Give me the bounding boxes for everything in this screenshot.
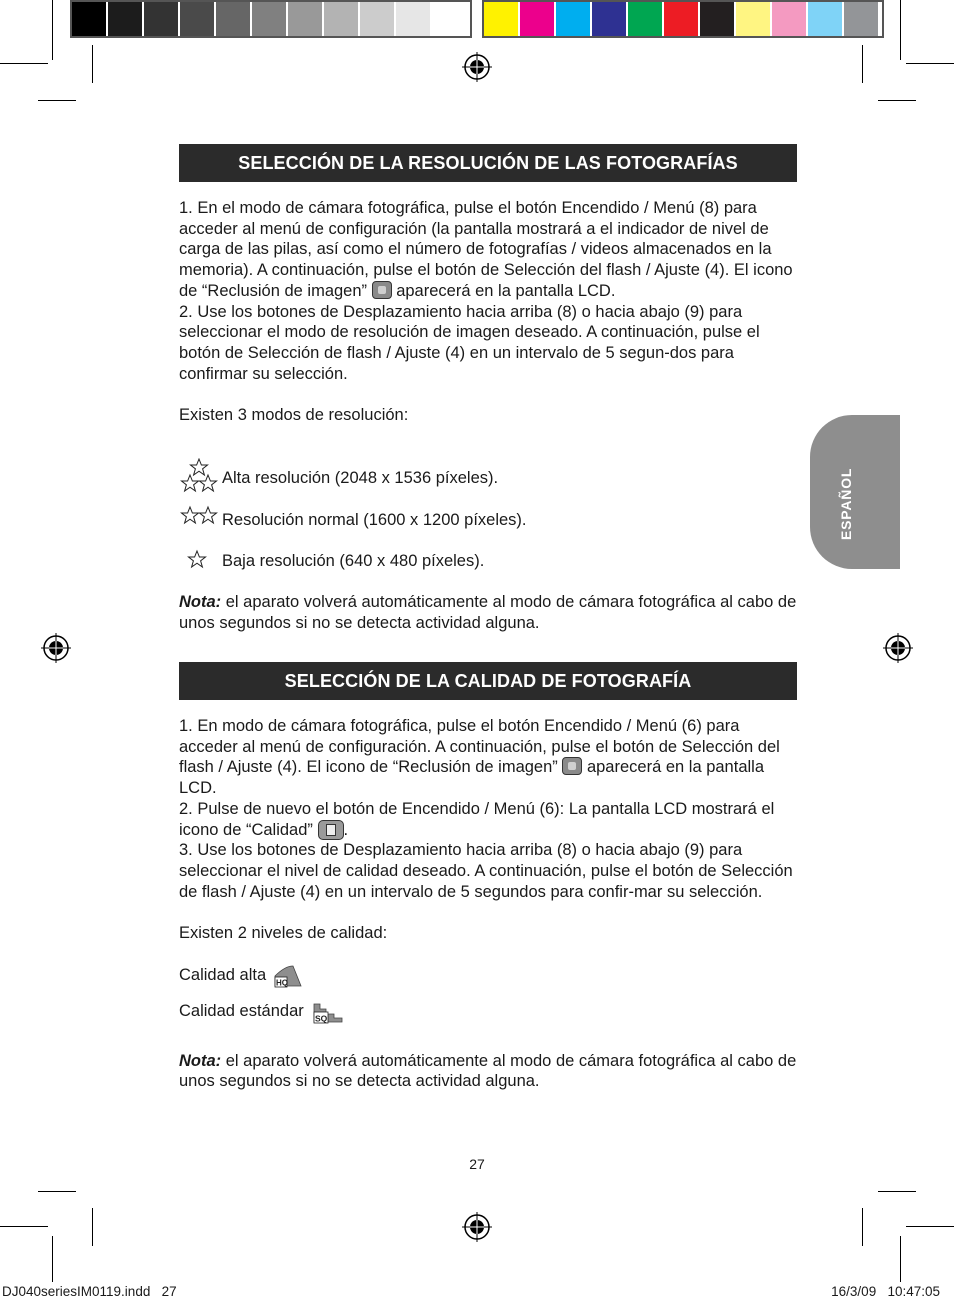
resolution-mode-label: Resolución normal (1600 x 1200 píxeles).: [222, 511, 527, 529]
page-number: 27: [469, 1156, 485, 1172]
section-title-quality: SELECCIÓN DE LA CALIDAD DE FOTOGRAFÍA: [179, 662, 797, 700]
resolution-note: [179, 592, 799, 633]
section-title-resolution: SELECCIÓN DE LA RESOLUCIÓN DE LAS FOTOGRAFÍAS: [179, 144, 797, 182]
grayscale-swatch: [216, 2, 250, 36]
grayscale-swatch: [360, 2, 394, 36]
color-swatch: [592, 2, 626, 36]
crop-mark: [878, 1191, 916, 1192]
crop-mark: [900, 1236, 901, 1282]
quality-setting-icon: [318, 820, 344, 840]
crop-mark: [906, 1226, 954, 1227]
three-stars-icon: [179, 458, 219, 494]
sq-badge-text: SQ: [315, 1013, 328, 1024]
grayscale-swatch: [72, 2, 106, 36]
resolution-mode-normal: [179, 505, 679, 541]
color-swatch: [484, 2, 518, 36]
crop-mark: [0, 1226, 48, 1227]
hq-badge-text: HQ: [275, 978, 288, 988]
color-swatch: [628, 2, 662, 36]
grayscale-swatch: [108, 2, 142, 36]
quality-step-3: 3. Use los botones de Desplazamiento hacia arriba (8) o hacia abajo (9) para seleccionar el nivel de calidad deseado. A continuación, pulse el botón de Selección de flash / Ajuste (4) en un intervalo de 5 segundos para confir-mar su selección.: [179, 841, 793, 901]
color-swatch: [772, 2, 806, 36]
resolution-mode-label: Alta resolución (2048 x 1536 píxeles).: [222, 469, 499, 487]
quality-level-high: Calidad alta HQ: [179, 964, 799, 994]
crop-mark: [862, 45, 863, 83]
quality-step-1: 1. En modo de cámara fotográfica, pulse el botón Encendido / Menú (6) para acceder al menú de configuración. A continuación, pulse el botón de Selección del flash / Ajuste (4). El icono de “Reclusión de imagen” aparecerá en la pantalla LCD.: [179, 717, 780, 798]
image-resolution-icon: [372, 281, 392, 299]
resolution-mode-high: [179, 458, 679, 494]
color-swatch: [556, 2, 590, 36]
resolution-step-2: 2. Use los botones de Desplazamiento hacia arriba (8) o hacia abajo (9) para seleccionar el modo de resolución de imagen deseado. A continuación, pulse el botón de Selección de flash / Ajuste (4) en un intervalo de 5 segun-dos para confirmar su selección.: [179, 302, 760, 383]
footer-file-name: DJ040seriesIM0119.indd 27: [2, 1284, 177, 1299]
one-star-icon: [179, 548, 219, 584]
color-swatch: [736, 2, 770, 36]
quality-note: [179, 1051, 799, 1092]
crop-mark: [906, 63, 954, 64]
grayscale-swatch: [432, 2, 466, 36]
high-quality-icon: [271, 964, 303, 994]
two-stars-icon: [179, 505, 219, 541]
registration-mark-icon: [883, 633, 913, 663]
crop-mark: [52, 0, 53, 60]
resolution-modes-intro: Existen 3 modos de resolución:: [179, 406, 409, 425]
crop-mark: [52, 1236, 53, 1282]
quality-levels-intro: Existen 2 niveles de calidad:: [179, 924, 388, 943]
note-text: el aparato volverá automáticamente al modo de cámara fotográfica al cabo de unos segundos si no se detecta actividad alguna.: [179, 1051, 797, 1091]
language-tab: [810, 415, 900, 569]
registration-mark-icon: [462, 52, 492, 82]
crop-mark: [92, 45, 93, 83]
color-calibration-bar: [482, 0, 884, 38]
registration-mark-icon: [41, 633, 71, 663]
color-swatch: [844, 2, 878, 36]
image-resolution-icon: [562, 757, 582, 775]
grayscale-swatch: [252, 2, 286, 36]
note-label: Nota:: [179, 593, 222, 611]
color-swatch: [808, 2, 842, 36]
quality-level-standard: Calidad estándar SQ: [179, 998, 799, 1030]
registration-mark-icon: [462, 1212, 492, 1242]
crop-mark: [878, 100, 916, 101]
crop-mark: [38, 1191, 76, 1192]
crop-mark: [0, 63, 48, 64]
color-swatch: [700, 2, 734, 36]
resolution-mode-low: [179, 548, 679, 584]
grayscale-swatch: [144, 2, 178, 36]
resolution-step-1: 1. En el modo de cámara fotográfica, pulse el botón Encendido / Menú (8) para acceder al menú de configuración (la pantalla mostrará a el indicador de nivel de carga de las pilas, así como el número de fotografías / videos almacenados en la memoria). A continuación, pulse el botón de Selección del flash / Ajuste (4). El icono de “Reclusión de imagen” aparecerá en la pantalla LCD.: [179, 199, 793, 300]
resolution-mode-label: Baja resolución (640 x 480 píxeles).: [222, 552, 485, 570]
note-label: Nota:: [179, 1051, 222, 1070]
crop-mark: [92, 1208, 93, 1246]
standard-quality-icon: [308, 998, 344, 1030]
grayscale-swatch: [396, 2, 430, 36]
footer-date: 16/3/09 10:47:05: [831, 1284, 940, 1299]
grayscale-swatch: [180, 2, 214, 36]
grayscale-swatch: [324, 2, 358, 36]
quality-step-2: 2. Pulse de nuevo el botón de Encendido / Menú (6): La pantalla LCD mostrará el icono de “Calidad” .: [179, 799, 775, 839]
grayscale-calibration-bar: [70, 0, 472, 38]
resolution-instructions: [179, 198, 799, 426]
language-tab-label: ESPAÑOL: [838, 467, 854, 540]
color-swatch: [520, 2, 554, 36]
crop-mark: [38, 100, 76, 101]
quality-instructions: [179, 716, 799, 1092]
crop-mark: [900, 0, 901, 60]
note-text: el aparato volverá automáticamente al modo de cámara fotográfica al cabo de unos segundos si no se detecta actividad alguna.: [179, 593, 797, 632]
crop-mark: [862, 1208, 863, 1246]
color-swatch: [664, 2, 698, 36]
grayscale-swatch: [288, 2, 322, 36]
